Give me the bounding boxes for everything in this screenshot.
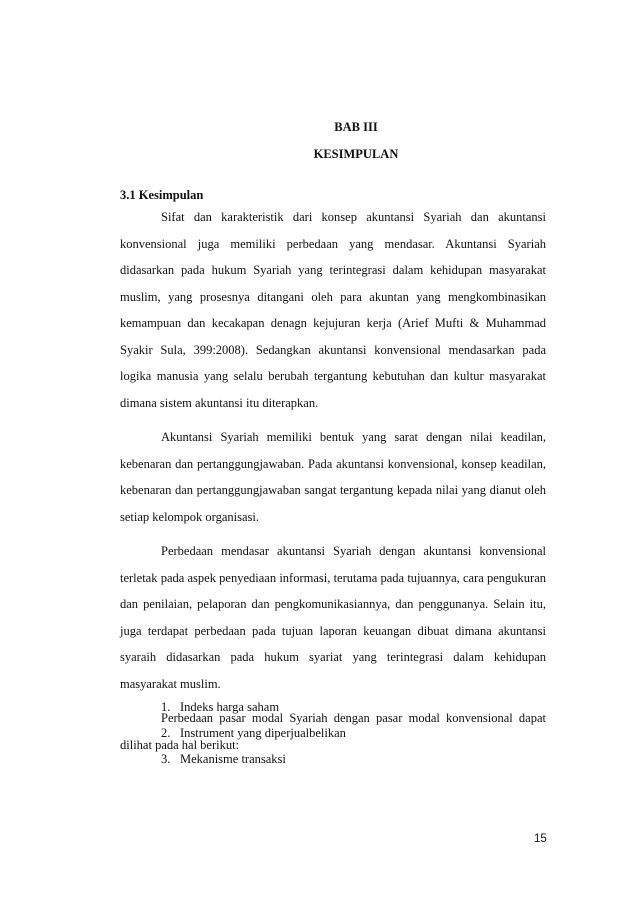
paragraph: Perbedaan mendasar akuntansi Syariah dengan akuntansi konvensional terletak pada aspek penyediaan informasi, terutama pada tujuannya, cara pengukuran dan penilaian, pelaporan dan pengkomunikasiannya, dan penggunanya. Selain itu, juga terdapat perbedaan pada tujuan laporan keuangan dibuat dimana akuntansi syaraih didasarkan pada hukum syariat yang terintegrasi dalam kehidupan masyarakat muslim. <box>120 544 546 691</box>
body-text <box>120 204 546 766</box>
numbered-list <box>161 694 346 772</box>
list-item-text: Instrument yang diperjualbelikan <box>180 726 346 740</box>
list-item <box>161 746 346 772</box>
list-item-number: 1. <box>161 700 171 714</box>
list-item <box>161 720 346 746</box>
list-item-number: 3. <box>161 752 171 766</box>
page-number: 15 <box>534 833 547 845</box>
list-item <box>161 694 346 720</box>
paragraph: Akuntansi Syariah memiliki bentuk yang sarat dengan nilai keadilan, kebenaran dan pertanggungjawaban. Pada akuntansi konvensional, konsep keadilan, kebenaran dan pertanggungjawaban sangat tergantung kepada nilai yang dianut oleh setiap kelompok organisasi. <box>120 430 546 524</box>
list-item-text: Mekanisme transaksi <box>180 752 286 766</box>
list-item-number: 2. <box>161 726 171 740</box>
list-item-text: Indeks harga saham <box>180 700 280 714</box>
chapter-title: KESIMPULAN <box>313 147 399 161</box>
paragraph: Perbedaan pasar modal Syariah dengan pasar modal konvensional dapat dilihat pada hal berikut: <box>120 711 546 752</box>
paragraph: Sifat dan karakteristik dari konsep akuntansi Syariah dan akuntansi konvensional juga memiliki perbedaan yang mendasar. Akuntansi Syariah didasarkan pada hukum Syariah yang terintegrasi dalam kehidupan masyarakat muslim, yang prosesnya ditangani oleh para akuntan yang mengkombinasikan kemampuan dan kecakapan denagn kejujuran kerja (Arief Mufti & Muhammad Syakir Sula, 399:2008). Sedangkan akuntansi konvensional mendasarkan pada logika manusia yang selalu berubah tergantung kebutuhan dan kultur masyarakat dimana sistem akuntansi itu diterapkan. <box>120 210 546 410</box>
section-title: 3.1 Kesimpulan <box>120 188 204 202</box>
chapter-label: BAB III <box>334 120 378 134</box>
